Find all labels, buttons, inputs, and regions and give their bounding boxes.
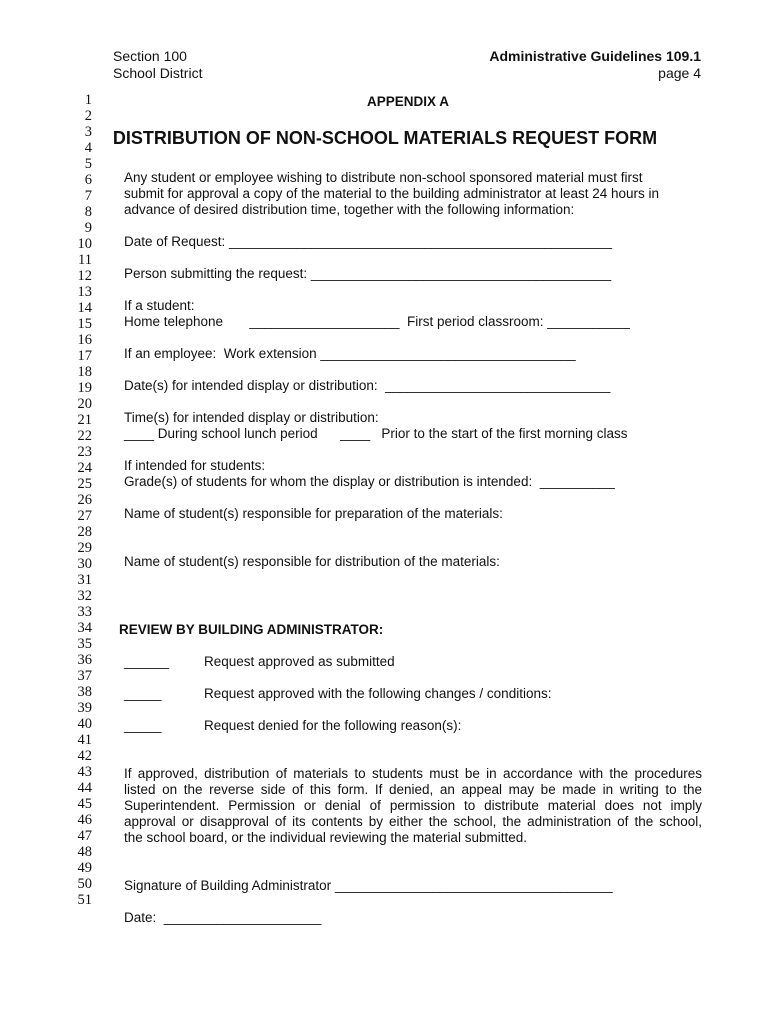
- times-display-label: Time(s) for intended display or distribution:: [124, 410, 379, 425]
- home-telephone-field[interactable]: Home telephone ____________________ First period classroom: ___________: [124, 314, 630, 329]
- line-number: 35: [77, 636, 92, 652]
- grades-field[interactable]: Grade(s) of students for whom the display or distribution is intended: __________: [124, 474, 615, 489]
- line-number: 46: [77, 812, 92, 828]
- line-number: 24: [77, 460, 92, 476]
- review-option-blank[interactable]: _____: [124, 718, 162, 733]
- closing-line: approval or disapproval of its contents by either the school, the administration of the school,: [124, 814, 702, 829]
- line-number: 48: [77, 844, 92, 860]
- if-student-label: If a student:: [124, 298, 195, 313]
- date-of-request-field[interactable]: Date of Request: ___________________________________________________: [124, 234, 612, 249]
- intro-line: submit for approval a copy of the material to the building administrator at least 24 hours in: [124, 186, 660, 201]
- line-number: 23: [77, 444, 92, 460]
- line-number: 31: [77, 572, 92, 588]
- prep-students-label: Name of student(s) responsible for preparation of the materials:: [124, 506, 503, 521]
- closing-line: If approved, distribution of materials to students must be in accordance with the procedures: [124, 766, 702, 781]
- line-number: 16: [77, 332, 92, 348]
- work-extension-field[interactable]: If an employee: Work extension __________________________________: [124, 346, 576, 361]
- closing-line: the school board, or the individual reviewing the material submitted.: [124, 830, 527, 845]
- header-section: Section 100: [113, 48, 187, 64]
- header-page-number: page 4: [658, 65, 701, 81]
- line-number: 5: [84, 156, 92, 172]
- line-number: 9: [84, 220, 92, 236]
- review-option-label: Request denied for the following reason(s):: [204, 718, 462, 733]
- line-number: 28: [77, 524, 92, 540]
- line-number: 29: [77, 540, 92, 556]
- line-number: 45: [77, 796, 92, 812]
- line-number: 1: [84, 92, 92, 108]
- review-option-blank[interactable]: _____: [124, 686, 162, 701]
- intro-line: advance of desired distribution time, together with the following information:: [124, 202, 575, 217]
- closing-line: listed on the reverse side of this form. If denied, an appeal may be made in writing to the: [124, 782, 702, 797]
- line-number: 13: [77, 284, 92, 300]
- dist-students-label: Name of student(s) responsible for distribution of the materials:: [124, 554, 500, 569]
- line-number: 17: [77, 348, 92, 364]
- line-number: 20: [77, 396, 92, 412]
- line-number: 38: [77, 684, 92, 700]
- line-number: 33: [77, 604, 92, 620]
- line-number: 27: [77, 508, 92, 524]
- review-heading: REVIEW BY BUILDING ADMINISTRATOR:: [119, 622, 384, 637]
- line-number: 6: [84, 172, 92, 188]
- line-number: 34: [77, 620, 92, 636]
- line-number: 47: [77, 828, 92, 844]
- line-number: 42: [77, 748, 92, 764]
- person-submitting-field[interactable]: Person submitting the request: ________________________________________: [124, 266, 612, 281]
- line-number: 25: [77, 476, 92, 492]
- line-number: 40: [77, 716, 92, 732]
- header-district: School District: [113, 65, 203, 81]
- line-number: 3: [84, 124, 92, 140]
- review-option-label: Request approved as submitted: [204, 654, 395, 669]
- line-number: 18: [77, 364, 92, 380]
- date-field[interactable]: Date: _____________________: [124, 910, 322, 925]
- line-number: 37: [77, 668, 92, 684]
- line-number: 22: [77, 428, 92, 444]
- line-number: 10: [77, 236, 92, 252]
- intro-line: Any student or employee wishing to distribute non-school sponsored material must first: [124, 170, 643, 185]
- intended-students-label: If intended for students:: [124, 458, 266, 473]
- line-number: 11: [78, 252, 92, 268]
- signature-field[interactable]: Signature of Building Administrator _____________________________________: [124, 878, 613, 893]
- line-number: 15: [77, 316, 92, 332]
- review-option-blank[interactable]: ______: [124, 654, 170, 669]
- line-number: 8: [84, 204, 92, 220]
- line-number: 19: [77, 380, 92, 396]
- line-number: 49: [77, 860, 92, 876]
- line-number: 26: [77, 492, 92, 508]
- line-number: 7: [84, 188, 92, 204]
- line-number: 50: [77, 876, 92, 892]
- line-number: 43: [77, 764, 92, 780]
- line-number: 39: [77, 700, 92, 716]
- line-number: 2: [84, 108, 92, 124]
- closing-line: Superintendent. Permission or denial of permission to distribute material does not imply: [124, 798, 702, 813]
- line-number: 44: [77, 780, 92, 796]
- line-number: 36: [77, 652, 92, 668]
- line-number: 4: [84, 140, 92, 156]
- line-number: 32: [77, 588, 92, 604]
- times-options-field[interactable]: ____ During school lunch period ____ Prior to the start of the first morning class: [124, 426, 628, 441]
- line-number: 12: [77, 268, 92, 284]
- dates-display-field[interactable]: Date(s) for intended display or distribution: ______________________________: [124, 378, 611, 393]
- line-number: 21: [77, 412, 92, 428]
- line-number: 14: [77, 300, 92, 316]
- header-guideline: Administrative Guidelines 109.1: [489, 48, 701, 64]
- line-number: 51: [77, 892, 92, 908]
- review-option-label: Request approved with the following changes / conditions:: [204, 686, 552, 701]
- appendix-label: APPENDIX A: [366, 94, 449, 109]
- line-number: 41: [77, 732, 92, 748]
- line-number: 30: [77, 556, 92, 572]
- form-title: DISTRIBUTION OF NON-SCHOOL MATERIALS REQUEST FORM: [112, 128, 658, 148]
